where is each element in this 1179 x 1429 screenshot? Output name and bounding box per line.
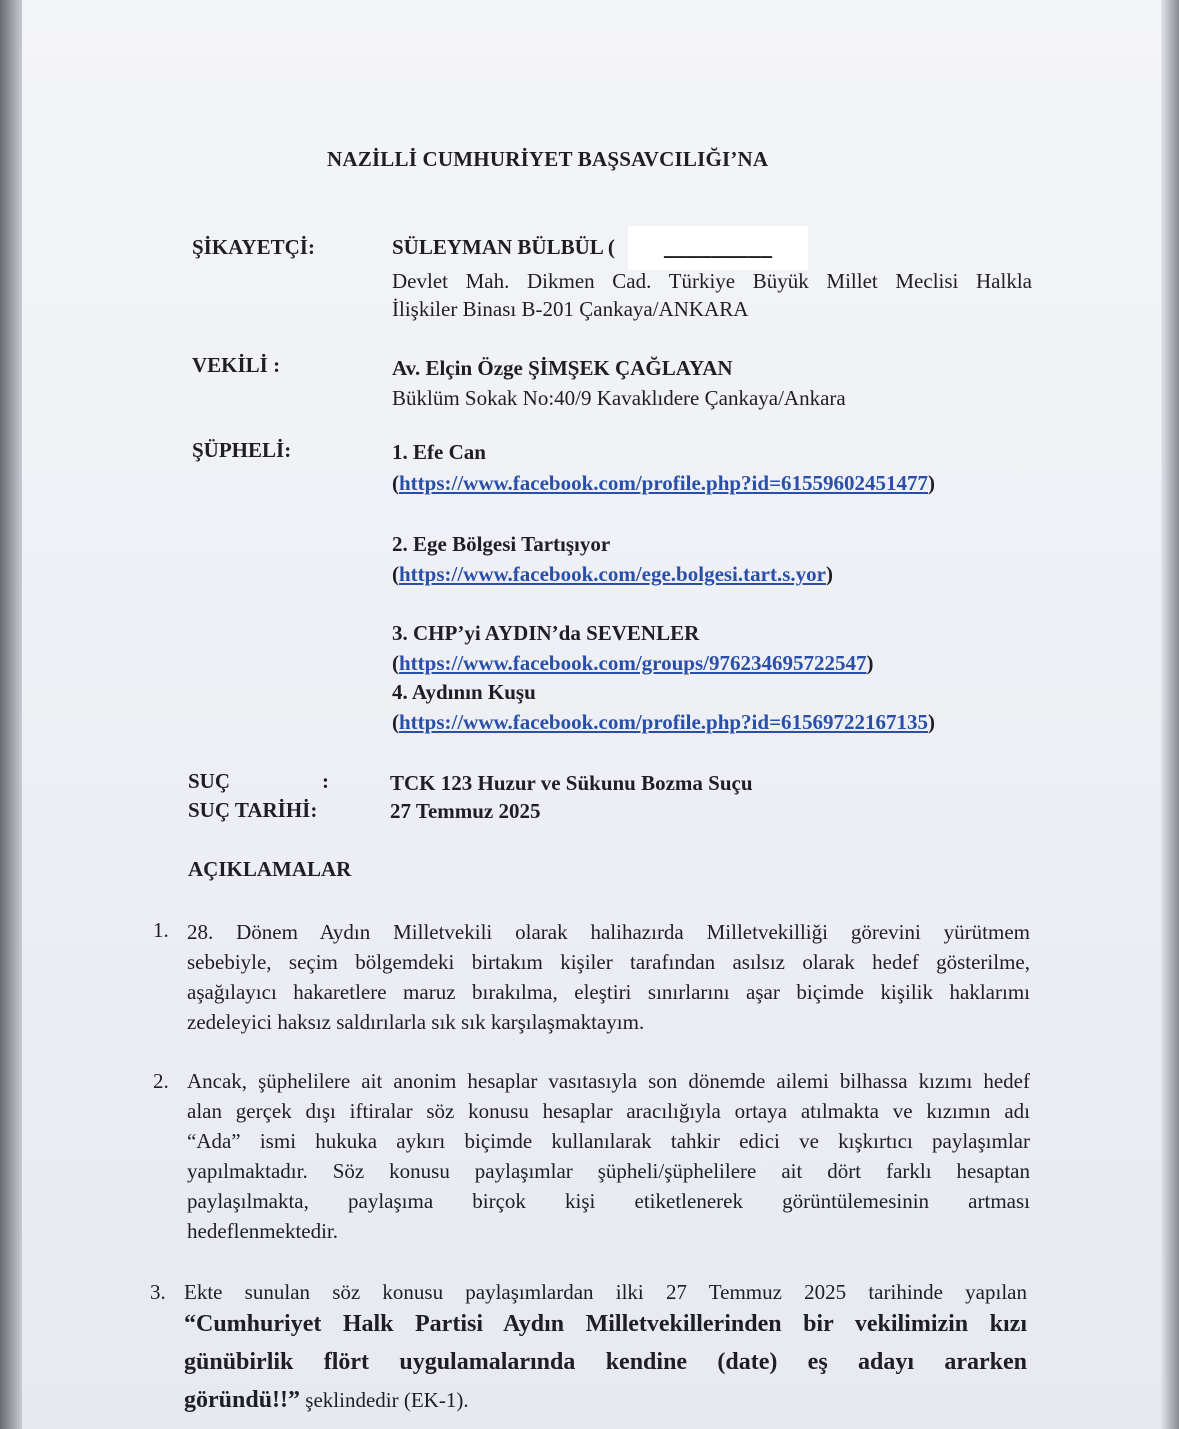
explanation-2-number: 2.	[153, 1069, 169, 1093]
explanation-3-quote-line-1: “Cumhuriyet Halk Partisi Aydın Milletvekillerinden bir vekilimizin kızı	[184, 1311, 1027, 1337]
suspect-4-url[interactable]: https://www.facebook.com/profile.php?id=61569722167135	[399, 710, 929, 734]
attorney-name: Av. Elçin Özge ŞİMŞEK ÇAĞLAYAN	[392, 356, 733, 380]
explanation-3-intro: Ekte sunulan söz konusu paylaşımlardan ilki 27 Temmuz 2025 tarihinde yapılan	[184, 1280, 1027, 1304]
suspect-2-name: 2. Ege Bölgesi Tartışıyor	[392, 532, 611, 556]
explanation-3-quote-line-2: günübirlik flört uygulamalarında kendine (date) eş adayı ararken	[184, 1349, 1027, 1375]
explanation-1-line-4: zedeleyici haksız saldırılarla sık sık karşılaşmaktayım.	[187, 1010, 645, 1034]
explanation-2-line-2: alan gerçek dışı iftiralar söz konusu hesaplar aracılığıyla ortaya atılmakta ve kızımın adı	[187, 1099, 1030, 1123]
explanation-2-line-4: yapılmaktadır. Söz konusu paylaşımlar şüpheli/şüphelilere ait dört farklı hesaptan	[187, 1159, 1030, 1183]
explanation-1-line-2: sebebiyle, seçim bölgemdeki birtakım kişiler tarafından asılsız olarak hedef gösterilme,	[187, 950, 1030, 974]
explanation-1-line-3: aşağılayıcı hakaretlere maruz bırakılma, eleştiri sınırlarını aşar biçimde kişilik haklarımı	[187, 980, 1030, 1004]
explanation-3-last-line	[184, 1381, 469, 1419]
suspect-1-url[interactable]: https://www.facebook.com/profile.php?id=61559602451477	[399, 471, 929, 495]
suspect-label: ŞÜPHELİ:	[192, 438, 292, 462]
explanation-2-line-6: hedeflenmektedir.	[187, 1219, 339, 1243]
suspect-3-link[interactable]: (https://www.facebook.com/groups/976234695722547)	[392, 651, 874, 675]
explanation-3-tail: şeklindedir (EK-1).	[300, 1388, 469, 1412]
suspect-2-link[interactable]: (https://www.facebook.com/ege.bolgesi.tart.s.yor)	[392, 562, 833, 586]
explanation-3-number: 3.	[150, 1280, 166, 1304]
crime-value: TCK 123 Huzur ve Sükunu Bozma Suçu	[390, 771, 753, 795]
suspect-3-name: 3. CHP’yi AYDIN’da SEVENLER	[392, 621, 700, 645]
suspect-3-url[interactable]: https://www.facebook.com/groups/976234695722547	[399, 651, 867, 675]
explanation-2-line-5: paylaşılmakta, paylaşıma birçok kişi etiketlenerek görüntülemesinin artması	[187, 1189, 1030, 1213]
explanation-2-line-3: “Ada” ismi hukuka aykırı biçimde kullanılarak tahkir edici ve kışkırtıcı paylaşımlar	[187, 1129, 1030, 1153]
complainant-label: ŞİKAYETÇİ:	[192, 235, 315, 259]
attorney-label: VEKİLİ :	[192, 353, 281, 377]
document-title: NAZİLLİ CUMHURİYET BAŞSAVCILIĞI’NA	[327, 147, 769, 171]
complainant-name: SÜLEYMAN BÜLBÜL (	[392, 235, 615, 259]
crime-colon: :	[322, 769, 329, 793]
crime-date-label: SUÇ TARİHİ:	[188, 798, 318, 822]
explanation-1-line-1: 28. Dönem Aydın Milletvekili olarak halihazırda Milletvekilliği görevini yürütmem	[187, 920, 1030, 944]
suspect-4-link[interactable]: (https://www.facebook.com/profile.php?id=61569722167135)	[392, 710, 936, 734]
complainant-address-line1: Devlet Mah. Dikmen Cad. Türkiye Büyük Millet Meclisi Halkla	[392, 269, 1032, 293]
crime-date-value: 27 Temmuz 2025	[390, 799, 541, 823]
attorney-address: Büklüm Sokak No:40/9 Kavaklıdere Çankaya/Ankara	[392, 386, 846, 410]
explanations-heading: AÇIKLAMALAR	[188, 857, 352, 881]
complainant-address-line2: İlişkiler Binası B-201 Çankaya/ANKARA	[392, 297, 749, 321]
explanation-2-line-1: Ancak, şüphelilere ait anonim hesaplar vasıtasıyla son dönemde ailemi bilhassa kızımı hedef	[187, 1069, 1030, 1093]
redaction-box: _________	[628, 226, 808, 270]
explanation-1-number: 1.	[153, 918, 169, 942]
suspect-1-name: 1. Efe Can	[392, 440, 486, 464]
suspect-2-url[interactable]: https://www.facebook.com/ege.bolgesi.tart.s.yor	[399, 562, 826, 586]
crime-label: SUÇ	[188, 769, 231, 793]
explanation-3-quote-line-3: göründü!!”	[184, 1387, 301, 1413]
suspect-4-name: 4. Aydının Kuşu	[392, 680, 536, 704]
suspect-1-link[interactable]: (https://www.facebook.com/profile.php?id=61559602451477)	[392, 471, 936, 495]
